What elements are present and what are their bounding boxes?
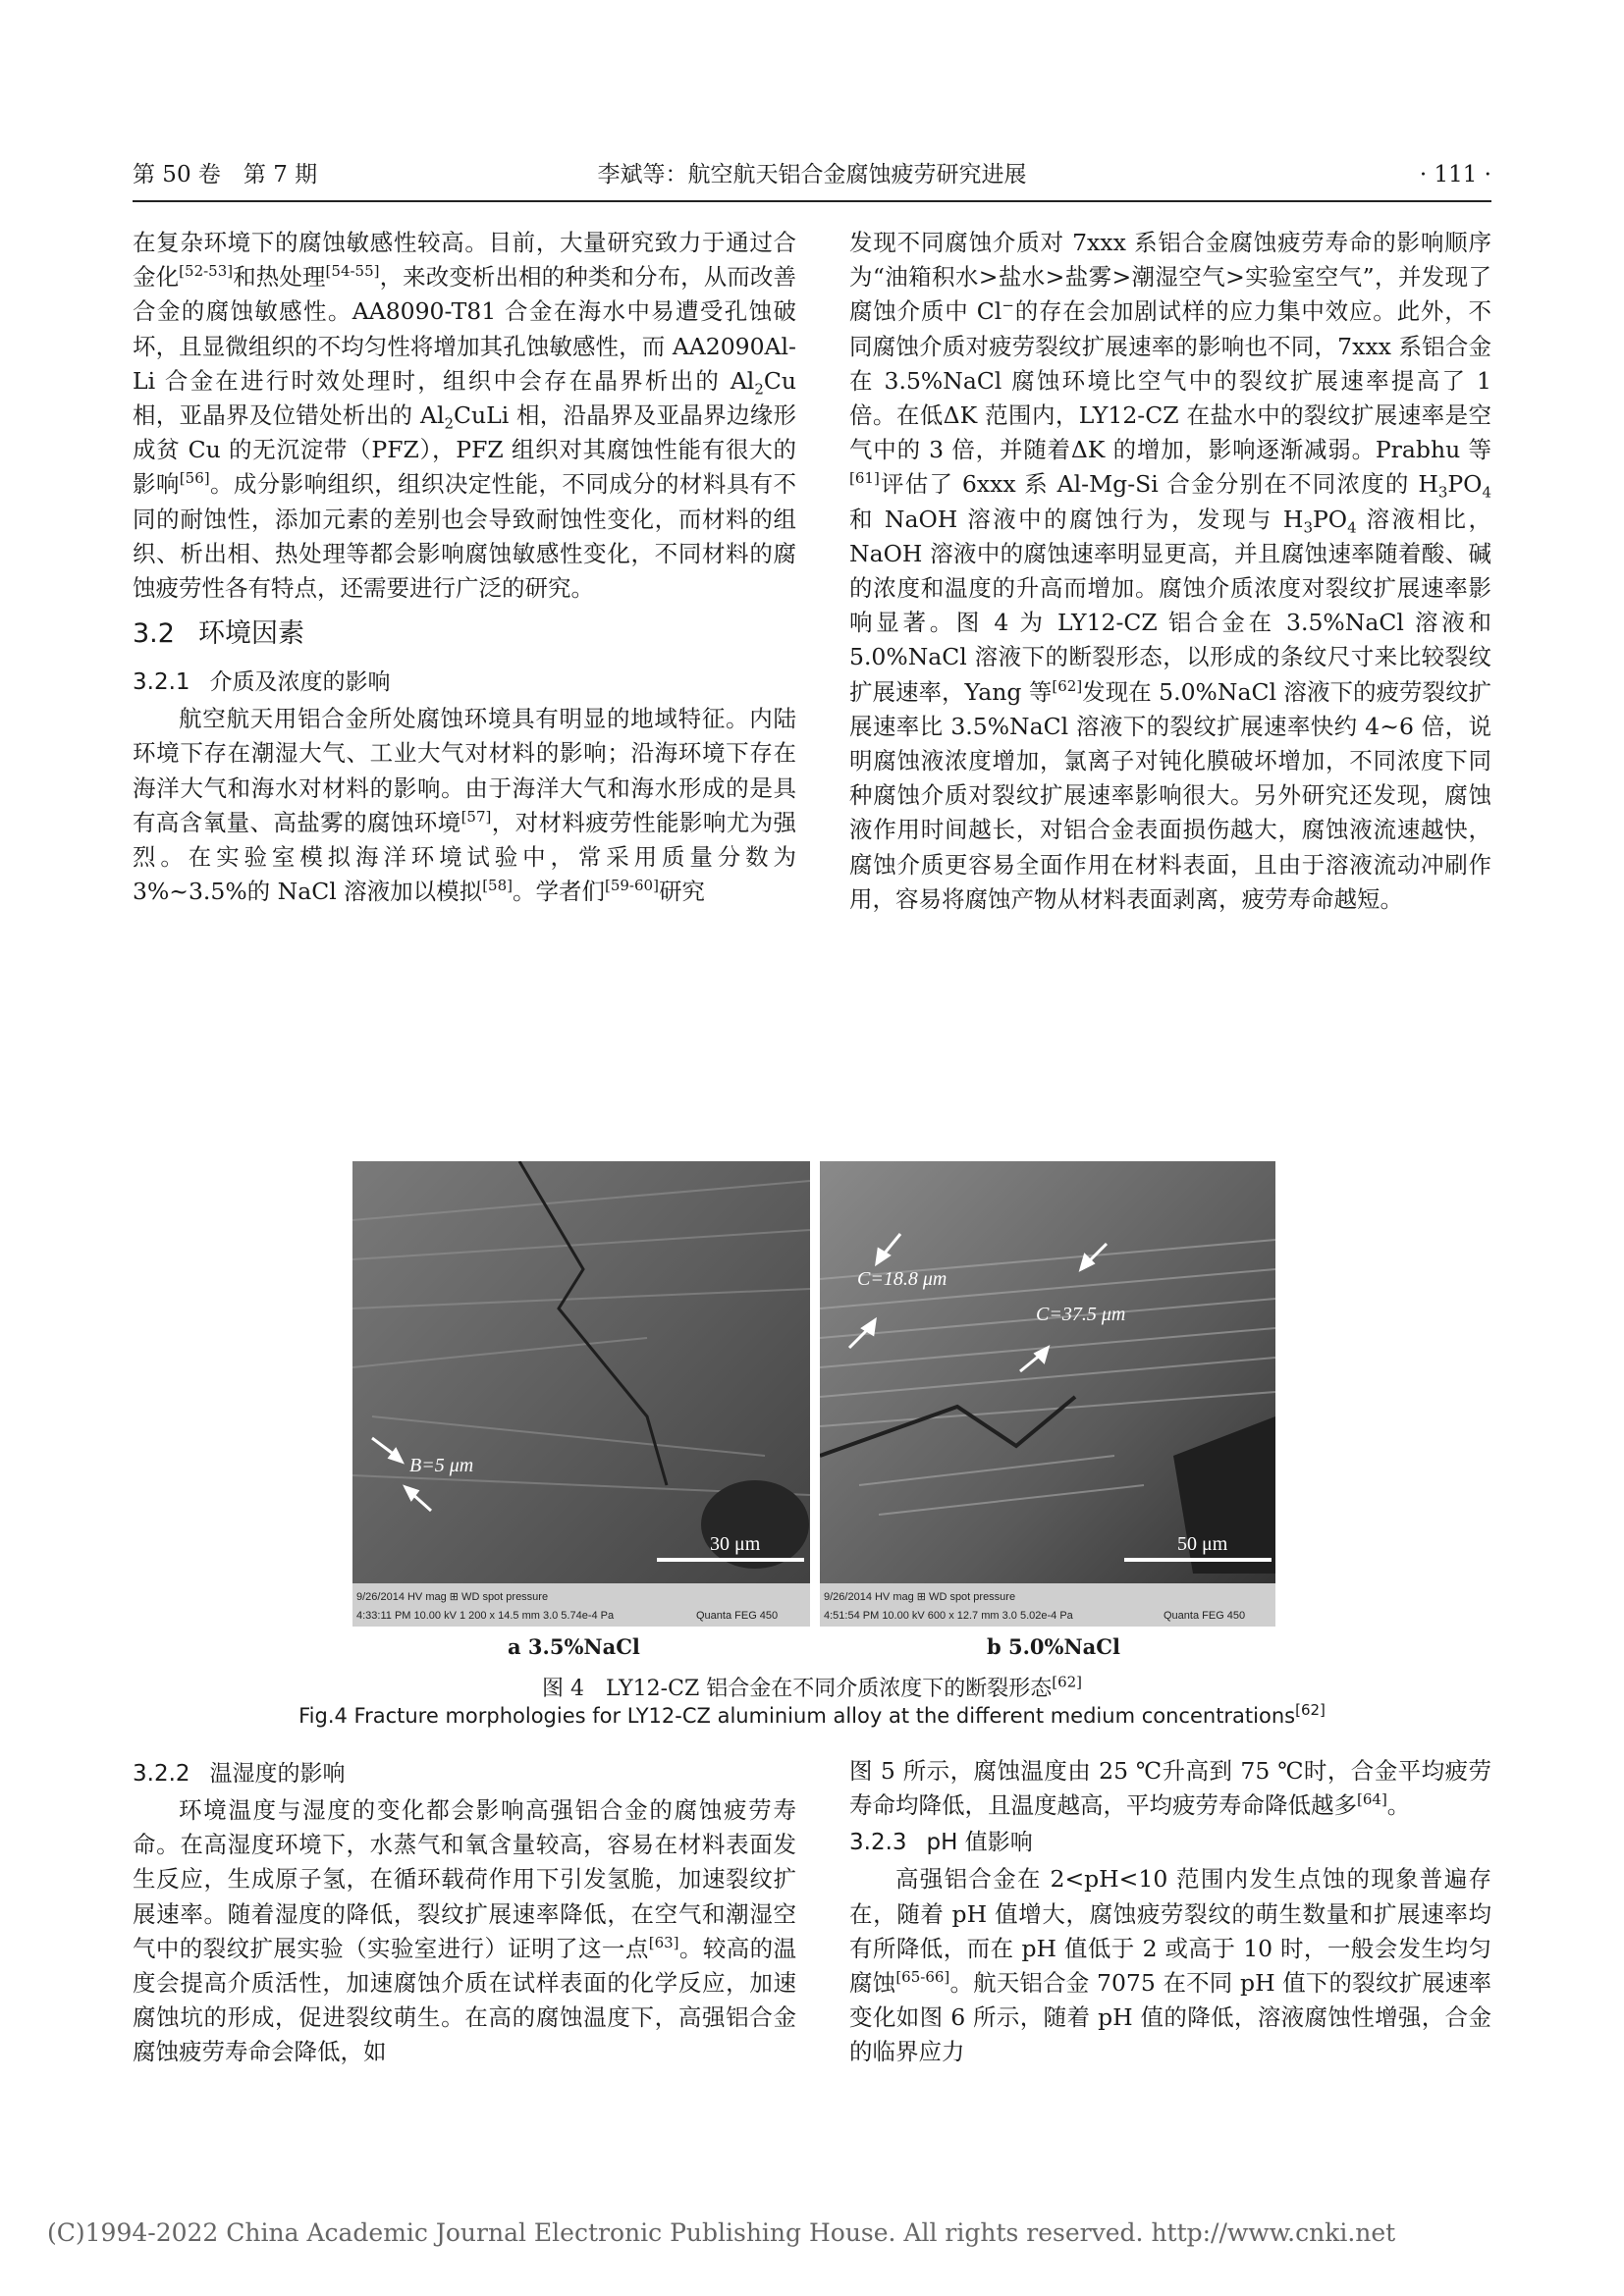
paragraph: 航空航天用铝合金所处腐蚀环境具有明显的地域特征。内陆环境下存在潮湿大气、工业大气对材料的影响；沿海环境下存在海洋大气和海水对材料的影响。由于海洋大气和海水形成的是具有高含氧量、高盐雾的腐蚀环境[57]，对材料疲劳性能影响尤为强烈。在实验室模拟海洋环境试验中，常采用质量分数为 3%~3.5%的 NaCl 溶液加以模拟[58]。学者们[59-60]研究 (133, 705, 797, 906)
subfigure-label-b: b 5.0%NaCl (987, 1634, 1120, 1659)
figure-caption-en: Fig.4 Fracture morphologies for LY12-CZ aluminium alloy at the different medium concentrations[62] (298, 1701, 1326, 1728)
right-column-upper (849, 226, 1491, 917)
paragraph: 在复杂环境下的腐蚀敏感性较高。目前，大量研究致力于通过合金化[52-53]和热处理[54-55]，来改变析出相的种类和分布，从而改善合金的腐蚀敏感性。AA8090-T81 合金在海水中易遭受孔蚀破坏，且显微组织的不均匀性将增加其孔蚀敏感性，而 AA2090Al-Li 合金在进行时效处理时，组织中会存在晶界析出的 $Al_2Cu$ 相，亚晶界及位错处析出的 $Al_2CuLi$ 相，沿晶界及亚晶界边缘形成贫 Cu 的无沉淀带（PFZ），PFZ 组织对其腐蚀性能有很大的影响[56]。成分影响组织，组织决定性能，不同成分的材料具有不同的耐蚀性，添加元素的差别也会导致耐蚀性变化，而材料的组织、析出相、热处理等都会影响腐蚀敏感性变化，不同材料的腐蚀疲劳性各有特点，还需要进行广泛的研究。 (133, 229, 797, 603)
annotation-c1: C=18.8 μm (857, 1268, 947, 1290)
sem-brand: Quanta FEG 450 (696, 1610, 779, 1622)
sem-meta-labels: 9/26/2014 HV mag ⊞ WD spot pressure (824, 1591, 1016, 1603)
sem-brand: Quanta FEG 450 (1164, 1610, 1246, 1622)
paragraph: 发现不同腐蚀介质对 7xxx 系铝合金腐蚀疲劳寿命的影响顺序为“油箱积水>盐水>盐雾>潮湿空气>实验室空气”，并发现了腐蚀介质中 Cl−的存在会加剧试样的应力集中效应。此外，不同腐蚀介质对疲劳裂纹扩展速率的影响也不同，7xxx 系铝合金在 3.5%NaCl 腐蚀环境比空气中的裂纹扩展速率提高了 1 倍。在低ΔK 范围内，LY12-CZ 在盐水中的裂纹扩展速率是空气中的 3 倍，并随着ΔK 的增加，影响逐渐减弱。Prabhu 等[61]评估了 6xxx 系 Al-Mg-Si 合金分别在不同浓度的 $H_3PO_4$ 和 NaOH 溶液中的腐蚀行为，发现与 $H_3PO_4$ 溶液相比，NaOH 溶液中的腐蚀速率明显更高，并且腐蚀速率随着酸、碱的浓度和温度的升高而增加。腐蚀介质浓度对裂纹扩展速率影响显著。图 4 为 LY12-CZ 铝合金在 3.5%NaCl 溶液和 5.0%NaCl 溶液下的断裂形态，以形成的条纹尺寸来比较裂纹扩展速率，Yang 等[62]发现在 5.0%NaCl 溶液下的疲劳裂纹扩展速率比 3.5%NaCl 溶液下的裂纹扩展速率快约 4~6 倍，说明腐蚀液浓度增加，氯离子对钝化膜破坏增加，不同浓度下同种腐蚀介质对裂纹扩展速率影响很大。另外研究还发现，腐蚀液作用时间越长，对铝合金表面损伤越大，腐蚀液流速越快，腐蚀介质更容易全面作用在材料表面，且由于溶液流动冲刷作用，容易将腐蚀产物从材料表面剥离，疲劳寿命越短。 (849, 229, 1492, 913)
paragraph: 环境温度与湿度的变化都会影响高强铝合金的腐蚀疲劳寿命。在高湿度环境下，水蒸气和氧含量较高，容易在材料表面发生反应，生成原子氢，在循环载荷作用下引发氢脆，加速裂纹扩展速率。随着湿度的降低，裂纹扩展速率降低，在空气和潮湿空气中的裂纹扩展实验（实验室进行）证明了这一点[63]。较高的温度会提高介质活性，加速腐蚀介质在试样表面的化学反应，加速腐蚀坑的形成，促进裂纹萌生。在高的腐蚀温度下，高强铝合金腐蚀疲劳寿命会降低，如 (133, 1796, 797, 2066)
right-column-lower (849, 1754, 1491, 2070)
subsection-heading: 3.2.1 介质及浓度的影响 (133, 669, 391, 696)
sem-meta-labels: 9/26/2014 HV mag ⊞ WD spot pressure (356, 1591, 549, 1603)
running-title: 李斌等：航空航天铝合金腐蚀疲劳研究进展 (597, 162, 1027, 187)
sem-image-a (352, 1161, 810, 1627)
paragraph: 高强铝合金在 2<pH<10 范围内发生点蚀的现象普遍存在，随着 pH 值增大，腐蚀疲劳裂纹的萌生数量和扩展速率均有所降低，而在 pH 值低于 2 或高于 10 时，一般会发生均匀腐蚀[65-66]。航天铝合金 7075 在不同 pH 值下的裂纹扩展速率变化如图 6 所示，随着 pH 值的降低，溶液腐蚀性增强，合金的临界应力 (849, 1865, 1491, 2066)
sem-meta-values: 4:51:54 PM 10.00 kV 600 x 12.7 mm 3.0 5.02e-4 Pa (824, 1610, 1073, 1622)
subsection-heading: 3.2.2 温湿度的影响 (133, 1761, 346, 1787)
left-column-upper (133, 226, 796, 909)
section-heading: 3.2 环境因素 (133, 618, 304, 650)
figure-caption-cn: 图 4 LY12-CZ 铝合金在不同介质浓度下的断裂形态[62] (541, 1673, 1083, 1701)
scale-bar-label: 50 μm (1177, 1533, 1228, 1555)
annotation-c2: C=37.5 μm (1036, 1304, 1126, 1325)
copyright-footer: (C)1994-2022 China Academic Journal Electronic Publishing House. All rights reserved. http://www.cnki.net (47, 2218, 1396, 2247)
annotation-b: B=5 μm (409, 1455, 474, 1476)
subfigure-label-a: a 3.5%NaCl (508, 1634, 640, 1659)
left-column-lower (133, 1754, 796, 2070)
sem-meta-values: 4:33:11 PM 10.00 kV 1 200 x 14.5 mm 3.0 5.74e-4 Pa (356, 1610, 615, 1622)
page-number: · 111 · (1419, 162, 1491, 187)
sem-image-b (820, 1161, 1275, 1627)
running-header (133, 157, 1491, 202)
journal-issue: 第 50 卷 第 7 期 (133, 162, 318, 187)
subsection-heading: 3.2.3 pH 值影响 (849, 1830, 1033, 1856)
scale-bar-label: 30 μm (710, 1533, 761, 1555)
paragraph: 图 5 所示，腐蚀温度由 25 ℃升高到 75 ℃时，合金平均疲劳寿命均降低，且温度越高，平均疲劳寿命降低越多[64]。 (849, 1757, 1491, 1820)
